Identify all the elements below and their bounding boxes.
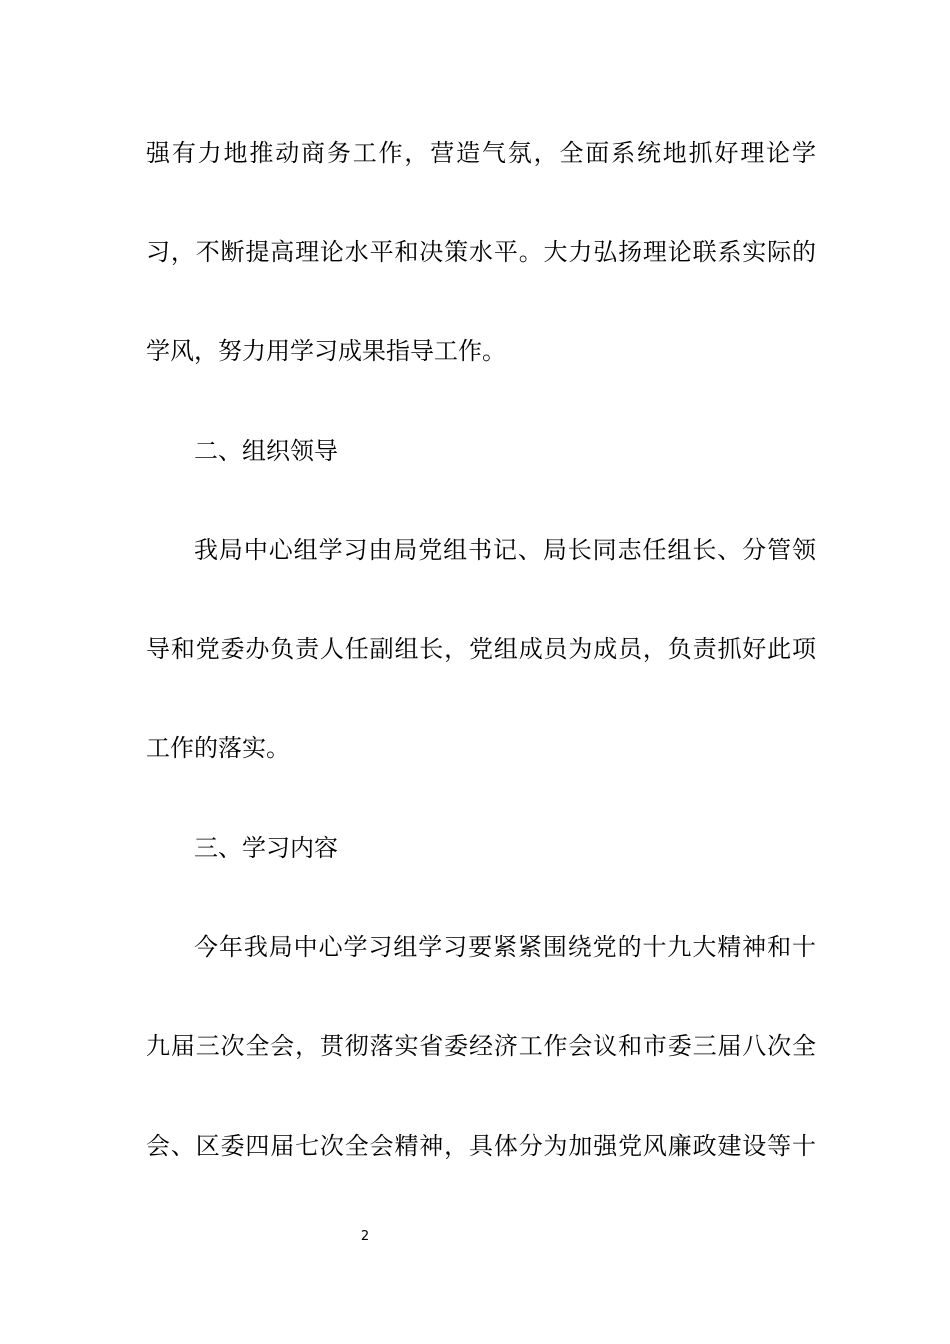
paragraph-line: 工作的落实。 <box>146 734 290 762</box>
paragraph-line: 九届三次全会，贯彻落实省委经济工作会议和市委三届八次全 <box>146 1032 816 1060</box>
section-heading-organization: 二、组织领导 <box>194 437 338 465</box>
paragraph-line: 我局中心组学习由局党组书记、局长同志任组长、分管领 <box>194 536 816 564</box>
page-number: 2 <box>360 1229 370 1244</box>
paragraph-line: 会、区委四届七次全会精神，具体分为加强党风廉政建设等十 <box>146 1132 816 1160</box>
paragraph-line: 学风，努力用学习成果指导工作。 <box>146 337 506 365</box>
section-heading-study-content: 三、学习内容 <box>194 834 338 862</box>
paragraph-line: 强有力地推动商务工作，营造气氛，全面系统地抓好理论学 <box>146 139 816 167</box>
paragraph-line: 导和党委办负责人任副组长，党组成员为成员，负责抓好此项 <box>146 635 816 663</box>
paragraph-line: 习，不断提高理论水平和决策水平。大力弘扬理论联系实际的 <box>146 238 816 266</box>
paragraph-line: 今年我局中心学习组学习要紧紧围绕党的十九大精神和十 <box>194 933 816 961</box>
